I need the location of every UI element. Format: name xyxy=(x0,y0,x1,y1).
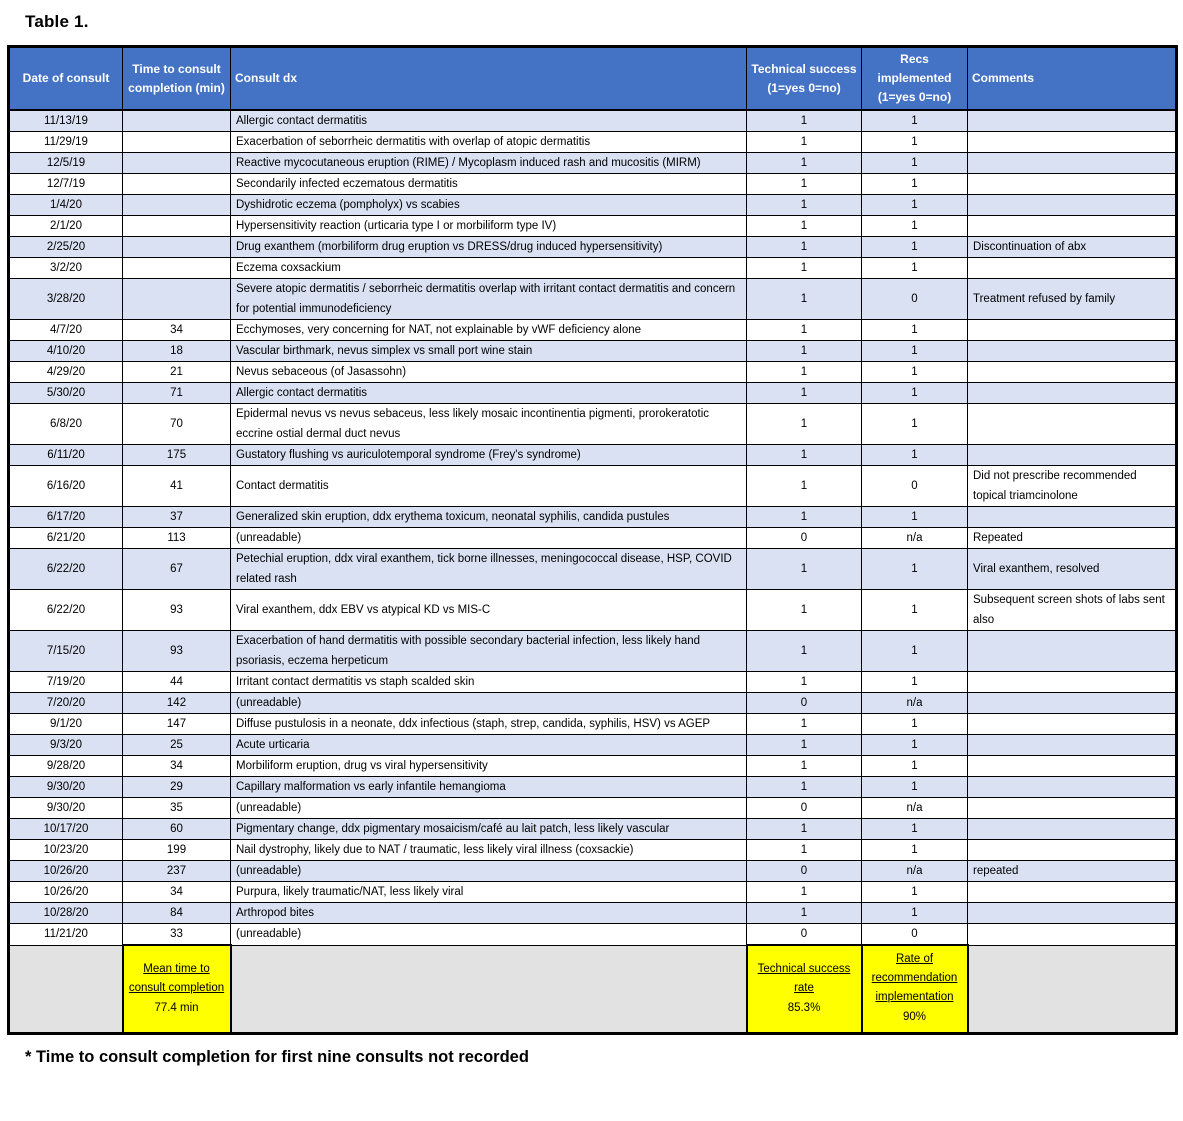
table-row xyxy=(9,341,1177,362)
date-cell: 10/26/20 xyxy=(9,861,123,882)
table-row xyxy=(9,798,1177,819)
recs-implemented-cell: 1 xyxy=(862,404,968,445)
date-cell: 6/21/20 xyxy=(9,528,123,549)
date-cell: 6/17/20 xyxy=(9,507,123,528)
time-cell: 84 xyxy=(123,903,231,924)
dx-cell: Ecchymoses, very concerning for NAT, not explainable by vWF deficiency alone xyxy=(231,320,747,341)
comment-cell xyxy=(968,735,1177,756)
date-cell: 9/30/20 xyxy=(9,798,123,819)
comment-cell xyxy=(968,798,1177,819)
dx-cell: Allergic contact dermatitis xyxy=(231,110,747,132)
date-cell: 6/22/20 xyxy=(9,549,123,590)
comment-cell xyxy=(968,153,1177,174)
recs-implemented-cell: 1 xyxy=(862,714,968,735)
time-cell xyxy=(123,153,231,174)
recs-implemented-cell: 1 xyxy=(862,672,968,693)
time-cell: 93 xyxy=(123,590,231,631)
table-row xyxy=(9,924,1177,946)
mean-time-value: 77.4 min xyxy=(154,1001,199,1014)
technical-success-cell: 1 xyxy=(747,903,862,924)
comment-cell: Repeated xyxy=(968,528,1177,549)
dx-cell: Vascular birthmark, nevus simplex vs small port wine stain xyxy=(231,341,747,362)
recs-implemented-cell: n/a xyxy=(862,693,968,714)
recs-implemented-cell: 1 xyxy=(862,507,968,528)
date-cell: 5/30/20 xyxy=(9,383,123,404)
header-row xyxy=(9,47,1177,111)
time-cell xyxy=(123,132,231,153)
time-cell: 41 xyxy=(123,466,231,507)
date-cell: 4/10/20 xyxy=(9,341,123,362)
date-cell: 2/1/20 xyxy=(9,216,123,237)
technical-success-cell: 0 xyxy=(747,798,862,819)
recs-implemented-cell: n/a xyxy=(862,861,968,882)
technical-success-cell: 1 xyxy=(747,549,862,590)
table-row xyxy=(9,714,1177,735)
comment-cell: Viral exanthem, resolved xyxy=(968,549,1177,590)
comment-cell xyxy=(968,819,1177,840)
table-row xyxy=(9,320,1177,341)
date-cell: 4/7/20 xyxy=(9,320,123,341)
dx-cell: (unreadable) xyxy=(231,798,747,819)
comment-cell xyxy=(968,258,1177,279)
table-row xyxy=(9,735,1177,756)
recs-implemented-cell: 0 xyxy=(862,924,968,946)
technical-success-cell: 1 xyxy=(747,258,862,279)
time-cell: 113 xyxy=(123,528,231,549)
dx-cell: Irritant contact dermatitis vs staph scalded skin xyxy=(231,672,747,693)
technical-success-cell: 1 xyxy=(747,466,862,507)
dx-cell: Nevus sebaceous (of Jasassohn) xyxy=(231,362,747,383)
comment-cell xyxy=(968,777,1177,798)
technical-success-cell: 1 xyxy=(747,882,862,903)
time-cell: 71 xyxy=(123,383,231,404)
date-cell: 1/4/20 xyxy=(9,195,123,216)
table-row xyxy=(9,466,1177,507)
table-row xyxy=(9,383,1177,404)
dx-cell: Severe atopic dermatitis / seborrheic dermatitis overlap with irritant contact dermatitis and concern for potential immunodeficiency xyxy=(231,279,747,320)
dx-cell: Arthropod bites xyxy=(231,903,747,924)
technical-success-cell: 1 xyxy=(747,777,862,798)
recs-implemented-cell: 1 xyxy=(862,549,968,590)
recs-implemented-cell: 0 xyxy=(862,279,968,320)
comment-cell xyxy=(968,756,1177,777)
comment-cell xyxy=(968,320,1177,341)
technical-success-cell: 1 xyxy=(747,631,862,672)
technical-success-cell: 0 xyxy=(747,861,862,882)
footnote: * Time to consult completion for first nine consults not recorded xyxy=(25,1047,529,1066)
date-cell: 11/13/19 xyxy=(9,110,123,132)
comment-cell xyxy=(968,132,1177,153)
comment-cell xyxy=(968,693,1177,714)
time-cell: 147 xyxy=(123,714,231,735)
table-row xyxy=(9,549,1177,590)
recs-implemented-cell: 1 xyxy=(862,903,968,924)
technical-success-rate-label: Technical success rate xyxy=(757,962,851,994)
recs-implemented-cell: 1 xyxy=(862,341,968,362)
table-summary xyxy=(9,945,1177,1033)
time-cell: 37 xyxy=(123,507,231,528)
mean-time-cell xyxy=(123,945,231,1033)
comment-cell xyxy=(968,195,1177,216)
time-cell: 60 xyxy=(123,819,231,840)
technical-success-cell: 1 xyxy=(747,341,862,362)
date-cell: 7/15/20 xyxy=(9,631,123,672)
technical-success-cell: 1 xyxy=(747,362,862,383)
date-cell: 11/21/20 xyxy=(9,924,123,946)
recs-implemented-cell: 0 xyxy=(862,466,968,507)
technical-success-cell: 1 xyxy=(747,216,862,237)
date-cell: 12/5/19 xyxy=(9,153,123,174)
date-cell: 6/16/20 xyxy=(9,466,123,507)
recs-implemented-cell: 1 xyxy=(862,445,968,466)
table-row xyxy=(9,404,1177,445)
table-header xyxy=(9,47,1177,111)
technical-success-cell: 1 xyxy=(747,383,862,404)
time-cell: 34 xyxy=(123,756,231,777)
comment-cell xyxy=(968,507,1177,528)
table-row xyxy=(9,195,1177,216)
dx-cell: (unreadable) xyxy=(231,924,747,946)
recs-implemented-cell: 1 xyxy=(862,777,968,798)
recs-implemented-cell: n/a xyxy=(862,528,968,549)
time-cell xyxy=(123,279,231,320)
table-caption: Table 1. xyxy=(25,12,89,31)
technical-success-cell: 0 xyxy=(747,693,862,714)
table-row xyxy=(9,507,1177,528)
column-header-dx: Consult dx xyxy=(231,47,747,111)
date-cell: 10/23/20 xyxy=(9,840,123,861)
date-cell: 9/28/20 xyxy=(9,756,123,777)
comment-cell xyxy=(968,631,1177,672)
time-cell: 93 xyxy=(123,631,231,672)
time-cell: 33 xyxy=(123,924,231,946)
comment-cell xyxy=(968,445,1177,466)
dx-cell: (unreadable) xyxy=(231,528,747,549)
date-cell: 3/28/20 xyxy=(9,279,123,320)
recs-implemented-cell: 1 xyxy=(862,631,968,672)
technical-success-cell: 1 xyxy=(747,590,862,631)
consult-table xyxy=(7,45,1178,1035)
technical-success-cell: 1 xyxy=(747,756,862,777)
column-header-time: Time to consult completion (min) xyxy=(123,47,231,111)
recs-implemented-cell: 1 xyxy=(862,110,968,132)
column-header-technical-success: Technical success (1=yes 0=no) xyxy=(747,47,862,111)
summary-empty-comments-cell xyxy=(968,945,1177,1033)
recs-implemented-cell: 1 xyxy=(862,258,968,279)
time-cell xyxy=(123,237,231,258)
dx-cell: Eczema coxsackium xyxy=(231,258,747,279)
recs-implemented-cell: 1 xyxy=(862,882,968,903)
time-cell: 67 xyxy=(123,549,231,590)
dx-cell: Acute urticaria xyxy=(231,735,747,756)
table-row xyxy=(9,777,1177,798)
time-cell: 34 xyxy=(123,882,231,903)
technical-success-cell: 1 xyxy=(747,195,862,216)
technical-success-cell: 1 xyxy=(747,174,862,195)
dx-cell: Dyshidrotic eczema (pompholyx) vs scabies xyxy=(231,195,747,216)
date-cell: 9/30/20 xyxy=(9,777,123,798)
recs-implemented-cell: 1 xyxy=(862,216,968,237)
comment-cell: Subsequent screen shots of labs sent also xyxy=(968,590,1177,631)
comment-cell: Discontinuation of abx xyxy=(968,237,1177,258)
table-row xyxy=(9,362,1177,383)
technical-success-cell: 1 xyxy=(747,110,862,132)
date-cell: 9/3/20 xyxy=(9,735,123,756)
time-cell: 44 xyxy=(123,672,231,693)
date-cell: 11/29/19 xyxy=(9,132,123,153)
time-cell xyxy=(123,216,231,237)
comment-cell xyxy=(968,840,1177,861)
table-row xyxy=(9,672,1177,693)
time-cell: 35 xyxy=(123,798,231,819)
dx-cell: Diffuse pustulosis in a neonate, ddx infectious (staph, strep, candida, syphilis, HSV) vs AGEP xyxy=(231,714,747,735)
technical-success-cell: 0 xyxy=(747,924,862,946)
time-cell: 70 xyxy=(123,404,231,445)
recs-implemented-cell: 1 xyxy=(862,153,968,174)
comment-cell xyxy=(968,383,1177,404)
dx-cell: Secondarily infected eczematous dermatitis xyxy=(231,174,747,195)
technical-success-cell: 1 xyxy=(747,819,862,840)
comment-cell: Did not prescribe recommended topical triamcinolone xyxy=(968,466,1177,507)
recs-implemented-cell: 1 xyxy=(862,840,968,861)
technical-success-cell: 1 xyxy=(747,279,862,320)
technical-success-cell: 0 xyxy=(747,528,862,549)
date-cell: 6/8/20 xyxy=(9,404,123,445)
table-row xyxy=(9,132,1177,153)
recommendation-rate-cell xyxy=(862,945,968,1033)
dx-cell: Allergic contact dermatitis xyxy=(231,383,747,404)
dx-cell: Hypersensitivity reaction (urticaria type I or morbiliform type IV) xyxy=(231,216,747,237)
time-cell: 142 xyxy=(123,693,231,714)
dx-cell: Gustatory flushing vs auriculotemporal syndrome (Frey's syndrome) xyxy=(231,445,747,466)
recs-implemented-cell: 1 xyxy=(862,383,968,404)
technical-success-cell: 1 xyxy=(747,132,862,153)
dx-cell: Exacerbation of hand dermatitis with possible secondary bacterial infection, less likely hand psoriasis, eczema herpeticum xyxy=(231,631,747,672)
time-cell: 25 xyxy=(123,735,231,756)
technical-success-cell: 1 xyxy=(747,445,862,466)
date-cell: 6/11/20 xyxy=(9,445,123,466)
table-row xyxy=(9,445,1177,466)
comment-cell xyxy=(968,903,1177,924)
comment-cell xyxy=(968,341,1177,362)
dx-cell: Nail dystrophy, likely due to NAT / traumatic, less likely viral illness (coxsackie) xyxy=(231,840,747,861)
date-cell: 10/26/20 xyxy=(9,882,123,903)
recs-implemented-cell: 1 xyxy=(862,590,968,631)
table-row xyxy=(9,590,1177,631)
dx-cell: Contact dermatitis xyxy=(231,466,747,507)
dx-cell: (unreadable) xyxy=(231,861,747,882)
table-body xyxy=(9,110,1177,945)
table-row xyxy=(9,279,1177,320)
date-cell: 7/20/20 xyxy=(9,693,123,714)
dx-cell: Pigmentary change, ddx pigmentary mosaicism/café au lait patch, less likely vascular xyxy=(231,819,747,840)
comment-cell xyxy=(968,110,1177,132)
comment-cell: repeated xyxy=(968,861,1177,882)
technical-success-cell: 1 xyxy=(747,153,862,174)
date-cell: 7/19/20 xyxy=(9,672,123,693)
recs-implemented-cell: 1 xyxy=(862,237,968,258)
date-cell: 4/29/20 xyxy=(9,362,123,383)
recs-implemented-cell: 1 xyxy=(862,174,968,195)
technical-success-rate-cell xyxy=(747,945,862,1033)
time-cell xyxy=(123,195,231,216)
recs-implemented-cell: 1 xyxy=(862,735,968,756)
table-row xyxy=(9,903,1177,924)
recommendation-rate-value: 90% xyxy=(902,1011,927,1024)
table-row xyxy=(9,756,1177,777)
comment-cell xyxy=(968,672,1177,693)
table-row xyxy=(9,528,1177,549)
comment-cell xyxy=(968,924,1177,946)
comment-cell: Treatment refused by family xyxy=(968,279,1177,320)
time-cell: 34 xyxy=(123,320,231,341)
recs-implemented-cell: 1 xyxy=(862,756,968,777)
dx-cell: Generalized skin eruption, ddx erythema toxicum, neonatal syphilis, candida pustules xyxy=(231,507,747,528)
recs-implemented-cell: 1 xyxy=(862,362,968,383)
time-cell: 21 xyxy=(123,362,231,383)
date-cell: 3/2/20 xyxy=(9,258,123,279)
dx-cell: Epidermal nevus vs nevus sebaceus, less likely mosaic incontinentia pigmenti, prorokeratotic eccrine ostial dermal duct nevus xyxy=(231,404,747,445)
recommendation-rate-label: Rate of recommendation implementation xyxy=(871,953,958,1004)
column-header-recs-implemented: Recs implemented (1=yes 0=no) xyxy=(862,47,968,111)
table-row xyxy=(9,258,1177,279)
time-cell: 199 xyxy=(123,840,231,861)
mean-time-label: Mean time to consult completion xyxy=(128,962,225,994)
dx-cell: Exacerbation of seborrheic dermatitis with overlap of atopic dermatitis xyxy=(231,132,747,153)
technical-success-cell: 1 xyxy=(747,672,862,693)
summary-empty-date-cell xyxy=(9,945,123,1033)
technical-success-cell: 1 xyxy=(747,714,862,735)
time-cell xyxy=(123,110,231,132)
date-cell: 10/17/20 xyxy=(9,819,123,840)
column-header-date: Date of consult xyxy=(9,47,123,111)
technical-success-rate-value: 85.3% xyxy=(787,1001,821,1014)
table-row xyxy=(9,819,1177,840)
date-cell: 10/28/20 xyxy=(9,903,123,924)
table-row xyxy=(9,237,1177,258)
comment-cell xyxy=(968,362,1177,383)
time-cell: 237 xyxy=(123,861,231,882)
table-row xyxy=(9,840,1177,861)
table-row xyxy=(9,631,1177,672)
dx-cell: Morbiliform eruption, drug vs viral hypersensitivity xyxy=(231,756,747,777)
dx-cell: Petechial eruption, ddx viral exanthem, tick borne illnesses, meningococcal disease, HSP, COVID related rash xyxy=(231,549,747,590)
dx-cell: Drug exanthem (morbiliform drug eruption vs DRESS/drug induced hypersensitivity) xyxy=(231,237,747,258)
column-header-comments: Comments xyxy=(968,47,1177,111)
date-cell: 6/22/20 xyxy=(9,590,123,631)
table-row xyxy=(9,882,1177,903)
dx-cell: Reactive mycocutaneous eruption (RIME) / Mycoplasm induced rash and mucositis (MIRM) xyxy=(231,153,747,174)
recs-implemented-cell: 1 xyxy=(862,195,968,216)
summary-empty-dx-cell xyxy=(231,945,747,1033)
technical-success-cell: 1 xyxy=(747,840,862,861)
recs-implemented-cell: 1 xyxy=(862,132,968,153)
recs-implemented-cell: n/a xyxy=(862,798,968,819)
technical-success-cell: 1 xyxy=(747,404,862,445)
comment-cell xyxy=(968,882,1177,903)
time-cell: 175 xyxy=(123,445,231,466)
technical-success-cell: 1 xyxy=(747,507,862,528)
date-cell: 12/7/19 xyxy=(9,174,123,195)
recs-implemented-cell: 1 xyxy=(862,819,968,840)
technical-success-cell: 1 xyxy=(747,237,862,258)
table-row xyxy=(9,861,1177,882)
table-row xyxy=(9,693,1177,714)
comment-cell xyxy=(968,714,1177,735)
dx-cell: Viral exanthem, ddx EBV vs atypical KD vs MIS-C xyxy=(231,590,747,631)
dx-cell: Capillary malformation vs early infantile hemangioma xyxy=(231,777,747,798)
dx-cell: (unreadable) xyxy=(231,693,747,714)
date-cell: 9/1/20 xyxy=(9,714,123,735)
table-row xyxy=(9,174,1177,195)
technical-success-cell: 1 xyxy=(747,735,862,756)
comment-cell xyxy=(968,404,1177,445)
summary-row xyxy=(9,945,1177,1033)
time-cell: 18 xyxy=(123,341,231,362)
comment-cell xyxy=(968,174,1177,195)
date-cell: 2/25/20 xyxy=(9,237,123,258)
table-row xyxy=(9,110,1177,132)
table-row xyxy=(9,153,1177,174)
time-cell: 29 xyxy=(123,777,231,798)
table-row xyxy=(9,216,1177,237)
time-cell xyxy=(123,174,231,195)
dx-cell: Purpura, likely traumatic/NAT, less likely viral xyxy=(231,882,747,903)
technical-success-cell: 1 xyxy=(747,320,862,341)
comment-cell xyxy=(968,216,1177,237)
time-cell xyxy=(123,258,231,279)
recs-implemented-cell: 1 xyxy=(862,320,968,341)
